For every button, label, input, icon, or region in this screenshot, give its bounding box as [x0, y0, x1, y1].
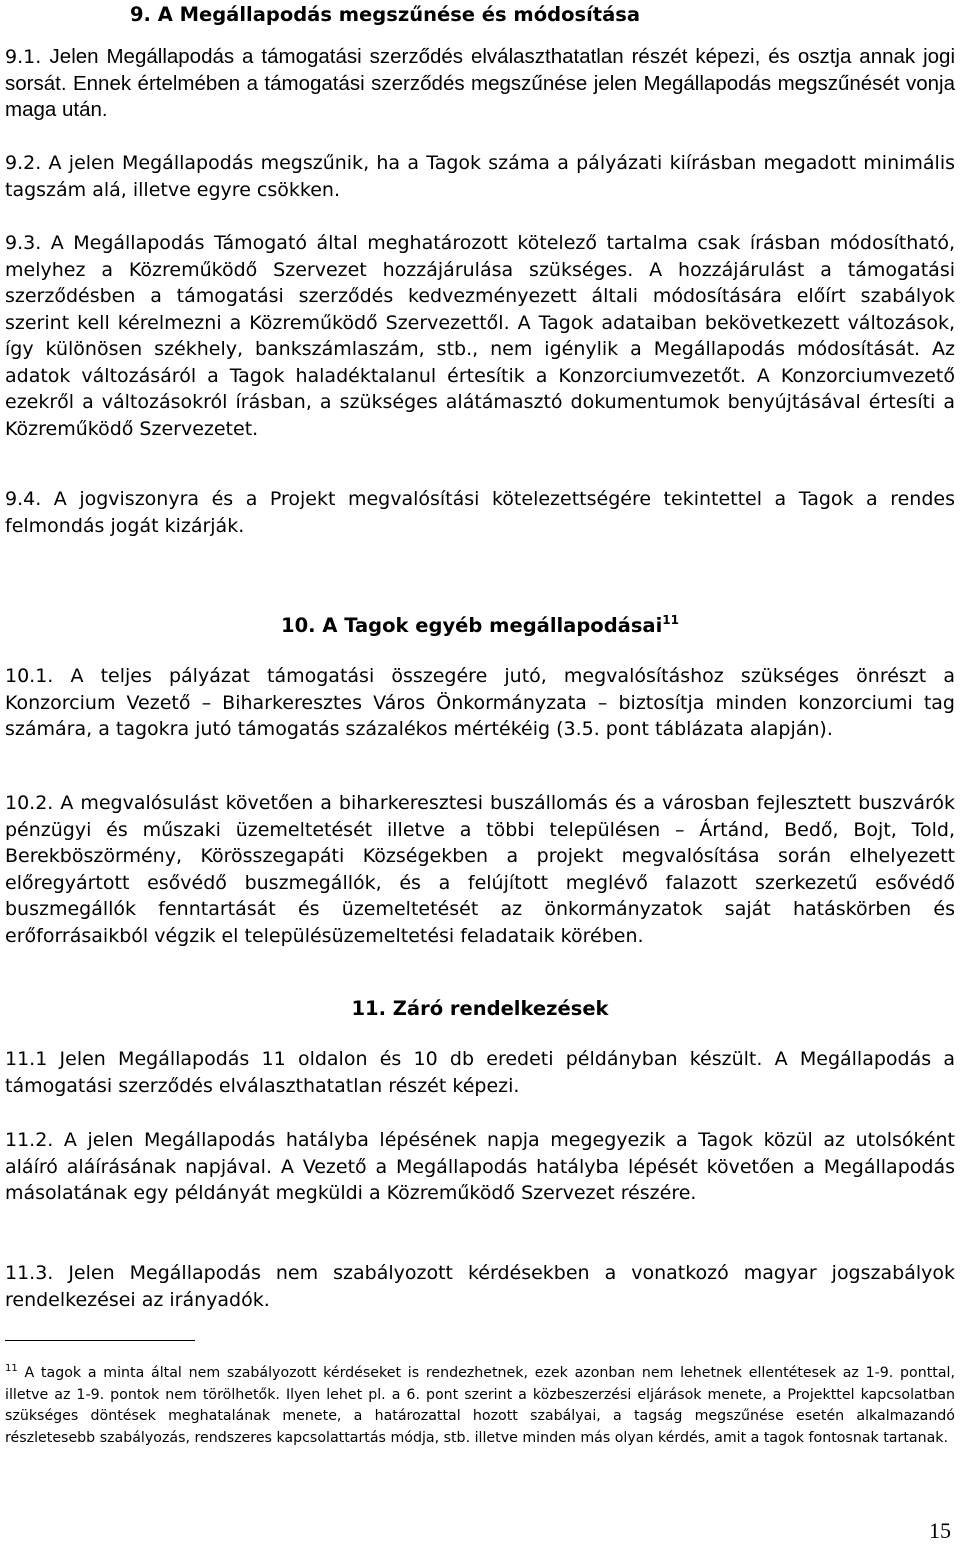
- section-11-heading: 11. Záró rendelkezések: [351, 997, 609, 1020]
- footnote-reference: 11: [662, 613, 679, 627]
- paragraph-9-1-number: 9.1.: [5, 46, 42, 68]
- footnote: [5, 1363, 955, 1449]
- paragraph-9-3: 9.3. A Megállapodás Támogató által meghatározott kötelező tartalma csak írásban módosítható, melyhez a Közreműködő Szervezet hozzájárulása szükséges. A hozzájárulást a támogatási szerződésben a támogatási szerződés kedvezményezett általi módosítására előírt szabályok szerint kell kérelmezni a Közreműködő Szervezettől. A Tagok adataiban bekövetkezett változások, így különösen székhely, bankszámlaszám, stb., nem igénylik a Megállapodás módosítását. Az adatok változásáról a Tagok haladéktalanul értesítik a Konzorciumvezetőt. A Konzorciumvezető ezekről a változásokról írásban, a szükséges alátámasztó dokumentumok benyújtásával értesíti a Közreműködő Szervezetet.: [5, 232, 955, 440]
- paragraph-9-4: 9.4. A jogviszonyra és a Projekt megvalósítási kötelezettségére tekintettel a Tagok a rendes felmondás jogát kizárják.: [5, 488, 955, 537]
- section-9-heading: 9. A Megállapodás megszűnése és módosítása: [129, 3, 641, 26]
- paragraph-9-1: [5, 44, 955, 124]
- paragraph-10-1: 10.1. A teljes pályázat támogatási összegére jutó, megvalósításhoz szükséges önrészt a Konzorcium Vezető – Biharkeresztes Város Önkormányzata – biztosítja minden konzorciumi tag számára, a tagokra jutó támogatás százalékos mértékéig (3.5. pont táblázata alapján).: [5, 665, 955, 740]
- page-number: 15: [929, 1518, 951, 1543]
- paragraph-9-2: 9.2. A jelen Megállapodás megszűnik, ha a Tagok száma a pályázati kiírásban megadott minimális tagszám alá, illetve egyre csökken.: [5, 152, 955, 201]
- paragraph-11-2: 11.2. A jelen Megállapodás hatályba lépésének napja megegyezik a Tagok közül az utolsóként aláíró aláírásának napjával. A Vezető a Megállapodás hatályba lépését követően a Megállapodás másolatának egy példányát megküldi a Közreműködő Szervezet részére.: [5, 1129, 955, 1204]
- section-10-title: 10. A Tagok egyéb megállapodásai: [281, 614, 663, 637]
- footnote-number: 11: [5, 1363, 18, 1374]
- paragraph-10-2: 10.2. A megvalósulást követően a biharkeresztesi buszállomás és a városban fejlesztett buszvárók pénzügyi és műszaki üzemeltetését illetve a többi településen – Ártánd, Bedő, Bojt, Told, Berekböszörmény, Körösszegapáti Községekben a projekt megvalósítása során elhelyezett előregyártott esővédő buszmegállók, és a felújított meglévő falazott szerkezetű esővédő buszmegállók fenntartását és üzemeltetését az önkormányzatok saját hatáskörben és erőforrásaikból végzik el településüzemeltetési feladataik körében.: [5, 792, 955, 947]
- paragraph-11-1: 11.1 Jelen Megállapodás 11 oldalon és 10 db eredeti példányban készült. A Megállapodás a támogatási szerződés elválaszthatatlan részét képezi.: [5, 1048, 955, 1097]
- section-10-heading: [5, 614, 955, 637]
- paragraph-11-3: 11.3. Jelen Megállapodás nem szabályozott kérdésekben a vonatkozó magyar jogszabályok rendelkezései az irányadók.: [5, 1262, 955, 1311]
- footnote-separator: [5, 1340, 195, 1341]
- footnote-text: A tagok a minta által nem szabályozott kérdéseket is rendezhetnek, ezek azonban nem lehetnek ellentétesek az 1-9. ponttal, illetve az 1-9. pontok nem törölhetők. Ilyen lehet pl. a 6. pont szerint a közbeszerzési eljárások menete, a Projekttel kapcsolatban szükséges döntések meghatalának menete, a határozattal hozott szabályai, a tagság megszűnése esetén alkalmazandó részletesebb szabályozás, rendszeres kapcsolattartás módja, stb. illetve minden más olyan kérdés, amit a tagok fontosnak tartanak.: [5, 1365, 955, 1446]
- paragraph-9-1-text: Jelen Megállapodás a támogatási szerződés elválaszthatatlan részét képezi, és osztja annak jogi sorsát. Ennek értelmében a támogatási szerződés megszűnése jelen Megállapodás megszűnését vonja maga után.: [5, 45, 955, 121]
